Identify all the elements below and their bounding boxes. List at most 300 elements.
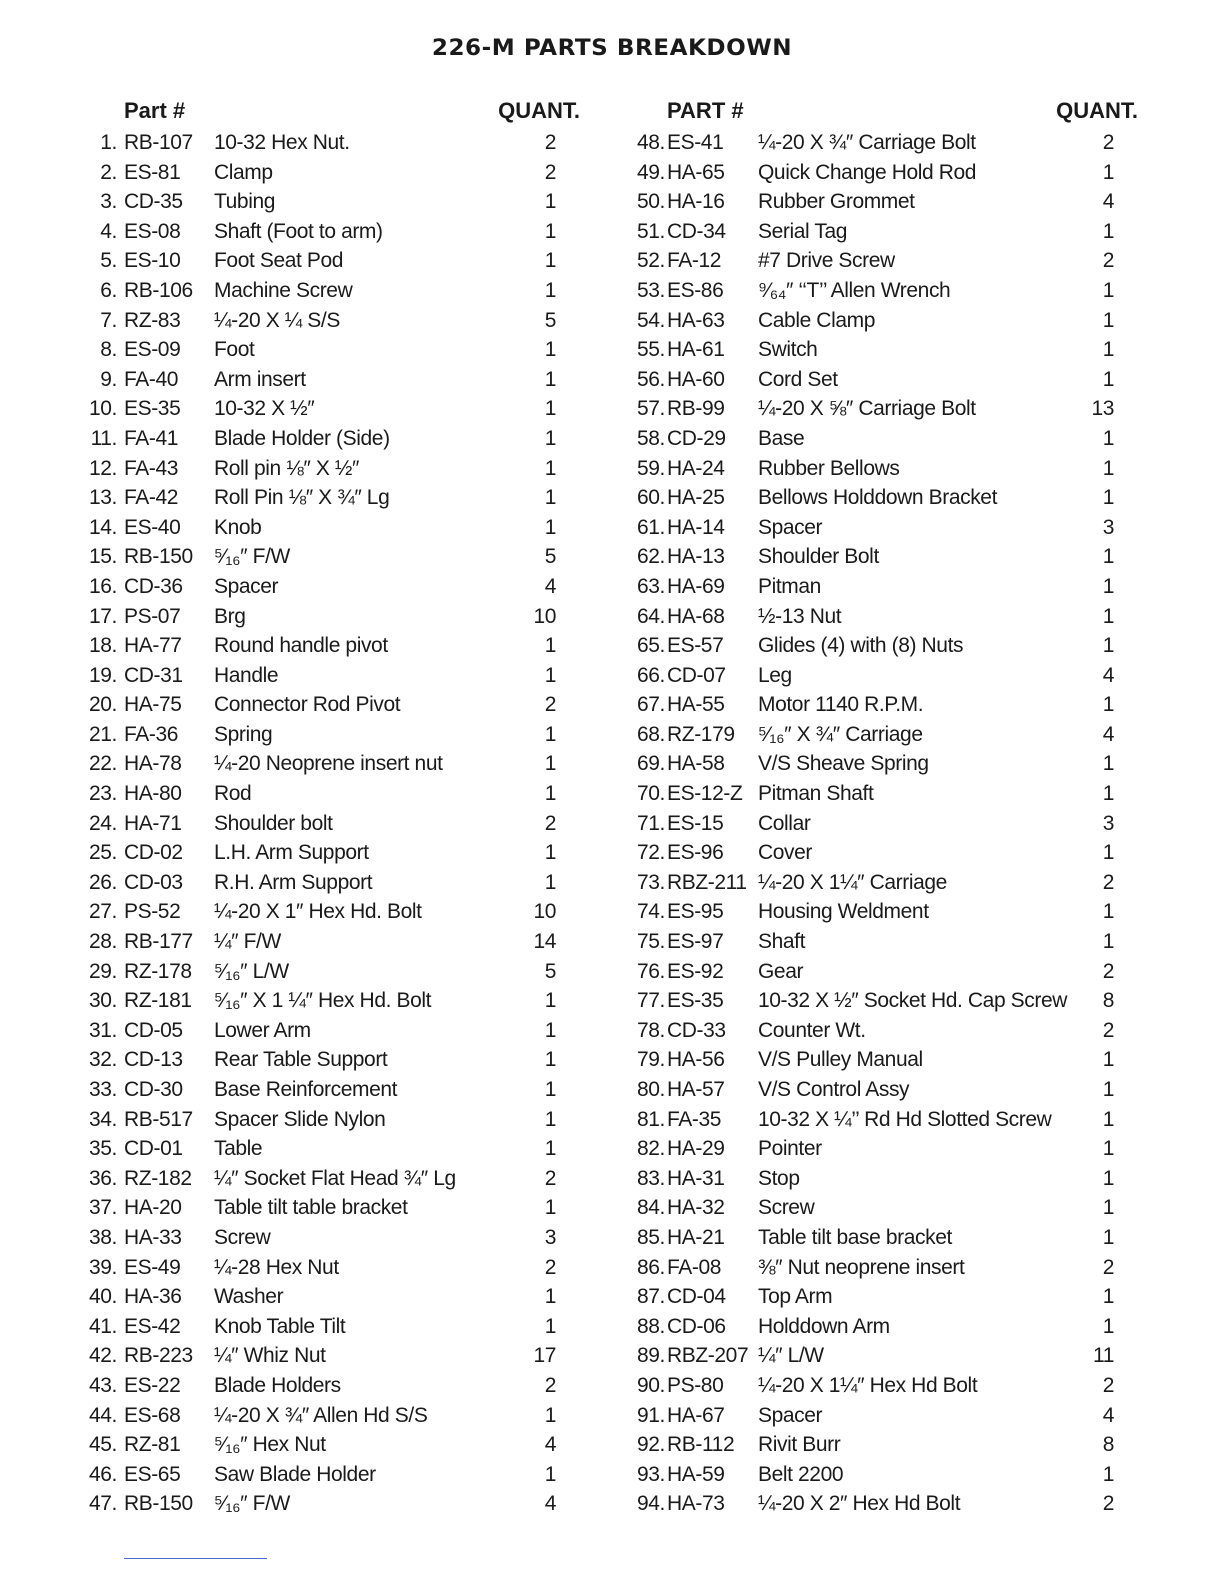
part-description: R.H. Arm Support (214, 870, 373, 894)
parts-row (604, 1016, 1144, 1046)
item-number: 4. (100, 219, 117, 243)
part-number: HA-31 (667, 1166, 725, 1190)
parts-row (604, 1401, 1144, 1431)
part-quantity: 2 (1102, 959, 1114, 983)
part-description: Saw Blade Holder (214, 1462, 376, 1486)
part-number: ES-35 (124, 397, 181, 421)
item-number: 57. (637, 397, 665, 421)
part-quantity: 2 (544, 1166, 556, 1190)
item-number: 10. (89, 397, 117, 421)
part-number: RB-150 (124, 545, 193, 569)
item-number: 86. (637, 1255, 665, 1279)
part-number: ES-92 (667, 959, 724, 983)
parts-row (604, 1460, 1144, 1490)
parts-row (604, 631, 1144, 661)
item-number: 18. (89, 634, 117, 658)
part-quantity: 8 (1102, 989, 1114, 1013)
part-description: Spacer Slide Nylon (214, 1107, 386, 1131)
part-quantity: 1 (544, 249, 556, 273)
item-number: 65. (637, 634, 665, 658)
part-number: RB-106 (124, 278, 193, 302)
part-number: ES-97 (667, 930, 724, 954)
part-number: CD-13 (124, 1048, 183, 1072)
part-number: RB-177 (124, 930, 193, 954)
part-quantity: 1 (544, 1018, 556, 1042)
part-description: Pointer (758, 1137, 822, 1161)
item-number: 69. (637, 752, 665, 776)
parts-row (604, 1430, 1144, 1460)
part-number: RB-112 (667, 1433, 735, 1457)
item-number: 3. (100, 190, 117, 214)
part-number: HA-16 (667, 190, 725, 214)
part-number: HA-56 (667, 1048, 725, 1072)
part-number: HA-58 (667, 752, 725, 776)
parts-row (604, 1341, 1144, 1371)
part-quantity: 1 (1102, 486, 1114, 510)
part-quantity: 13 (1091, 397, 1114, 421)
part-description: Round handle pivot (214, 634, 388, 658)
part-number: FA-35 (667, 1107, 722, 1131)
item-number: 75. (637, 930, 665, 954)
part-number: CD-03 (124, 870, 183, 894)
part-quantity: 1 (544, 841, 556, 865)
part-quantity: 1 (544, 426, 556, 450)
part-number: HA-69 (667, 574, 725, 598)
part-number: CD-31 (124, 663, 183, 687)
item-number: 14. (89, 515, 117, 539)
part-description: Counter Wt. (758, 1018, 866, 1042)
part-description: ¼-20 X 1″ Hex Hd. Bolt (214, 900, 422, 924)
part-description: Rod (214, 782, 252, 806)
parts-row (60, 1371, 580, 1401)
part-quantity: 1 (544, 1403, 556, 1427)
item-number: 64. (637, 604, 665, 628)
part-description: Blade Holders (214, 1373, 341, 1397)
parts-row (604, 720, 1144, 750)
item-number: 8. (100, 338, 117, 362)
part-description: Table tilt table bracket (214, 1196, 408, 1220)
parts-row (60, 809, 580, 839)
part-quantity: 4 (544, 1492, 556, 1516)
parts-row (604, 986, 1144, 1016)
item-number: 72. (637, 841, 665, 865)
part-number: RB-517 (124, 1107, 193, 1131)
parts-row (604, 897, 1144, 927)
part-number: CD-33 (667, 1018, 726, 1042)
part-number: CD-07 (667, 663, 726, 687)
part-quantity: 1 (544, 1462, 556, 1486)
part-quantity: 2 (1102, 1492, 1114, 1516)
item-number: 43. (89, 1373, 117, 1397)
part-description: Screw (214, 1225, 271, 1249)
part-quantity: 1 (544, 1107, 556, 1131)
part-quantity: 1 (1102, 278, 1114, 302)
part-description: ¼-20 X ⅝″ Carriage Bolt (758, 397, 976, 421)
item-number: 21. (89, 722, 117, 746)
parts-row (604, 1371, 1144, 1401)
part-description: Rubber Bellows (758, 456, 900, 480)
part-number: RZ-178 (124, 959, 192, 983)
part-description: Quick Change Hold Rod (758, 160, 977, 184)
item-number: 81. (637, 1107, 665, 1131)
part-number: RB-150 (124, 1492, 193, 1516)
part-quantity: 1 (1102, 1462, 1114, 1486)
part-description: ¼-20 X 1¼″ Carriage (758, 870, 947, 894)
part-quantity: 1 (1102, 930, 1114, 954)
part-description: Blade Holder (Side) (214, 426, 390, 450)
item-number: 53. (637, 278, 665, 302)
parts-row (60, 246, 580, 276)
part-quantity: 1 (544, 397, 556, 421)
parts-row (604, 1489, 1144, 1519)
part-description: V/S Control Assy (758, 1078, 910, 1101)
item-number: 63. (637, 574, 665, 598)
part-quantity: 14 (533, 930, 556, 954)
parts-row (60, 868, 580, 898)
part-description: ¼″ Socket Flat Head ¾″ Lg (214, 1166, 456, 1190)
parts-row (60, 927, 580, 957)
quantity-header: QUANT. (498, 98, 580, 123)
parts-row (604, 1075, 1144, 1105)
part-description: ⁵⁄₁₆″ F/W (214, 545, 290, 569)
part-quantity: 1 (1102, 782, 1114, 806)
item-number: 45. (89, 1433, 117, 1457)
part-quantity: 3 (1102, 515, 1114, 539)
part-quantity: 4 (544, 1433, 556, 1457)
part-description: ½-13 Nut (758, 604, 842, 628)
parts-row (60, 957, 580, 987)
item-number: 52. (637, 249, 665, 273)
part-quantity: 1 (1102, 338, 1114, 362)
part-quantity: 4 (1102, 190, 1114, 214)
item-number: 1. (100, 131, 117, 154)
part-description: Stop (758, 1166, 800, 1190)
parts-row (604, 128, 1144, 158)
part-number: ES-10 (124, 249, 181, 273)
part-quantity: 1 (544, 1285, 556, 1309)
part-quantity: 1 (1102, 160, 1114, 184)
item-number: 47. (89, 1492, 117, 1516)
part-description: ⁵⁄₁₆″ Hex Nut (214, 1433, 326, 1457)
parts-row (60, 1460, 580, 1490)
part-description: Top Arm (758, 1285, 833, 1309)
parts-row (60, 749, 580, 779)
item-number: 50. (637, 190, 665, 214)
part-quantity: 1 (544, 782, 556, 806)
part-description: Table tilt base bracket (758, 1225, 952, 1249)
parts-row (60, 1105, 580, 1135)
item-number: 25. (89, 841, 117, 865)
part-description: ⁵⁄₁₆″ F/W (214, 1492, 290, 1516)
part-number: RZ-182 (124, 1166, 192, 1190)
item-number: 46. (89, 1462, 117, 1486)
part-description: Cover (758, 841, 813, 865)
part-number: HA-71 (124, 811, 182, 835)
part-quantity: 1 (1102, 1137, 1114, 1161)
item-number: 60. (637, 486, 665, 510)
part-quantity: 2 (1102, 870, 1114, 894)
part-number: ES-12-Z (667, 782, 743, 806)
part-number: ES-08 (124, 219, 181, 243)
part-number: RZ-83 (124, 308, 181, 332)
parts-row (60, 276, 580, 306)
part-quantity: 2 (544, 160, 556, 184)
item-number: 87. (637, 1285, 665, 1309)
part-number: RB-223 (124, 1344, 193, 1368)
part-description: V/S Sheave Spring (758, 752, 929, 776)
item-number: 22. (89, 752, 117, 776)
item-number: 67. (637, 693, 665, 717)
quantity-header: QUANT. (1056, 98, 1138, 123)
item-number: 83. (637, 1166, 665, 1190)
part-quantity: 1 (544, 989, 556, 1013)
part-number: HA-67 (667, 1403, 725, 1427)
parts-row (60, 365, 580, 395)
parts-row (60, 897, 580, 927)
part-quantity: 4 (1102, 1403, 1114, 1427)
parts-row (604, 838, 1144, 868)
parts-row (604, 276, 1144, 306)
part-number: PS-80 (667, 1373, 724, 1397)
part-number: CD-30 (124, 1078, 183, 1101)
part-description: Belt 2200 (758, 1462, 844, 1486)
parts-row (60, 690, 580, 720)
page-title: 226-M PARTS BREAKDOWN (431, 36, 793, 61)
part-quantity: 5 (544, 959, 556, 983)
item-number: 42. (89, 1344, 117, 1368)
item-number: 29. (89, 959, 117, 983)
part-number: RB-107 (124, 131, 193, 154)
part-number: CD-29 (667, 426, 726, 450)
parts-row (60, 128, 580, 158)
item-number: 92. (637, 1433, 665, 1457)
part-description: Screw (758, 1196, 815, 1220)
part-quantity: 3 (1102, 811, 1114, 835)
part-description: 10-32 Hex Nut. (214, 131, 350, 154)
parts-row (604, 868, 1144, 898)
part-number: ES-41 (667, 131, 724, 154)
parts-row (60, 306, 580, 336)
parts-row (60, 602, 580, 632)
part-quantity: 17 (533, 1344, 556, 1368)
parts-row (60, 1045, 580, 1075)
part-description: #7 Drive Screw (758, 249, 895, 273)
part-description: Spacer (758, 515, 823, 539)
parts-row (60, 1193, 580, 1223)
part-quantity: 1 (544, 870, 556, 894)
part-number: CD-02 (124, 841, 183, 865)
part-quantity: 11 (1093, 1344, 1114, 1368)
part-quantity: 1 (1102, 545, 1114, 569)
item-number: 13. (89, 486, 117, 510)
parts-row (60, 394, 580, 424)
part-number: CD-35 (124, 190, 183, 214)
part-quantity: 1 (1102, 1048, 1114, 1072)
parts-row (60, 187, 580, 217)
parts-list-right (604, 96, 1144, 1519)
item-number: 51. (637, 219, 665, 243)
part-description: ¼-20 X ¼ S/S (214, 308, 340, 332)
column-header-right (604, 96, 1144, 128)
part-number: FA-08 (667, 1255, 722, 1279)
part-number-header: PART # (667, 98, 744, 123)
item-number: 48. (637, 131, 665, 154)
parts-row (60, 1489, 580, 1519)
part-number: HA-77 (124, 634, 182, 658)
part-number: HA-59 (667, 1462, 725, 1486)
part-description: Base (758, 426, 805, 450)
part-number: ES-40 (124, 515, 181, 539)
part-number: RZ-81 (124, 1433, 181, 1457)
part-number: PS-07 (124, 604, 181, 628)
parts-row (60, 542, 580, 572)
parts-row (60, 1016, 580, 1046)
part-number: HA-73 (667, 1492, 725, 1516)
part-description: Collar (758, 811, 811, 835)
part-description: Rubber Grommet (758, 190, 915, 214)
parts-row (604, 483, 1144, 513)
item-number: 28. (89, 930, 117, 954)
column-header-left (60, 96, 580, 128)
parts-row (60, 1253, 580, 1283)
parts-row (604, 335, 1144, 365)
part-number: CD-06 (667, 1314, 726, 1338)
item-number: 78. (637, 1018, 665, 1042)
part-number: HA-14 (667, 515, 725, 539)
parts-row (604, 957, 1144, 987)
part-number: RB-99 (667, 397, 725, 421)
part-quantity: 4 (1102, 663, 1114, 687)
item-number: 61. (637, 515, 665, 539)
part-number: CD-05 (124, 1018, 183, 1042)
part-quantity: 1 (544, 190, 556, 214)
item-number: 93. (637, 1462, 665, 1486)
item-number: 74. (637, 900, 665, 924)
part-number: FA-36 (124, 722, 179, 746)
part-number: HA-33 (124, 1225, 182, 1249)
part-quantity: 1 (1102, 456, 1114, 480)
item-number: 39. (89, 1255, 117, 1279)
part-description: L.H. Arm Support (214, 841, 369, 865)
footer-rule (124, 1558, 267, 1559)
parts-row (604, 454, 1144, 484)
item-number: 89. (637, 1344, 665, 1368)
part-description: 10-32 X ½″ (214, 397, 315, 421)
item-number: 58. (637, 426, 665, 450)
item-number: 62. (637, 545, 665, 569)
parts-rows-left (60, 128, 580, 1519)
parts-row (604, 365, 1144, 395)
item-number: 59. (637, 456, 665, 480)
parts-list-left (60, 96, 580, 1519)
part-number: HA-61 (667, 338, 725, 362)
parts-row (604, 424, 1144, 454)
part-number: FA-40 (124, 367, 179, 391)
parts-row (604, 572, 1144, 602)
item-number: 41. (89, 1314, 117, 1338)
part-description: ¼-20 X ¾″ Allen Hd S/S (214, 1403, 428, 1427)
part-quantity: 1 (1102, 574, 1114, 598)
part-description: ⁵⁄₁₆″ X ¾″ Carriage (758, 722, 923, 746)
parts-row (604, 246, 1144, 276)
item-number: 24. (89, 811, 117, 835)
item-number: 32. (89, 1048, 117, 1072)
part-quantity: 1 (1102, 604, 1114, 628)
part-description: Cable Clamp (758, 308, 875, 332)
item-number: 90. (637, 1373, 665, 1397)
part-quantity: 1 (1102, 841, 1114, 865)
part-description: 10-32 X ½″ Socket Hd. Cap Screw (758, 989, 1068, 1013)
part-number: HA-80 (124, 782, 182, 806)
part-quantity: 1 (1102, 752, 1114, 776)
parts-row (60, 1164, 580, 1194)
part-quantity: 1 (1102, 426, 1114, 450)
part-number: RZ-179 (667, 722, 735, 746)
part-quantity: 2 (544, 1255, 556, 1279)
part-description: V/S Pulley Manual (758, 1048, 923, 1072)
parts-row (60, 1401, 580, 1431)
part-description: Motor 1140 R.P.M. (758, 693, 924, 717)
part-number: CD-01 (124, 1137, 183, 1161)
part-description: Roll Pin ⅛″ X ¾″ Lg (214, 486, 390, 510)
part-description: Shoulder bolt (214, 811, 333, 835)
part-number: ES-42 (124, 1314, 181, 1338)
part-description: ⁵⁄₁₆″ X 1 ¼″ Hex Hd. Bolt (214, 989, 432, 1013)
part-quantity: 1 (1102, 1285, 1114, 1309)
parts-row (60, 661, 580, 691)
part-quantity: 1 (544, 752, 556, 776)
part-number: HA-55 (667, 693, 725, 717)
parts-row (60, 1312, 580, 1342)
part-quantity: 1 (1102, 900, 1114, 924)
part-description: ¼″ F/W (214, 930, 281, 954)
part-number: ES-68 (124, 1403, 181, 1427)
part-description: ¼-20 X ¾″ Carriage Bolt (758, 131, 976, 154)
item-number: 5. (100, 249, 117, 273)
part-description: Bellows Holddown Bracket (758, 486, 998, 510)
item-number: 35. (89, 1137, 117, 1161)
part-number: HA-60 (667, 367, 725, 391)
parts-row (60, 158, 580, 188)
part-description: ¼-28 Hex Nut (214, 1255, 339, 1279)
parts-row (60, 217, 580, 247)
part-quantity: 5 (544, 308, 556, 332)
part-description: 10-32 X ¼’’ Rd Hd Slotted Screw (758, 1107, 1052, 1131)
part-description: ⅜″ Nut neoprene insert (758, 1255, 965, 1279)
item-number: 26. (89, 870, 117, 894)
part-quantity: 1 (544, 338, 556, 362)
part-description: Knob Table Tilt (214, 1314, 346, 1338)
part-number: HA-13 (667, 545, 725, 569)
part-quantity: 1 (544, 367, 556, 391)
part-number: RBZ-207 (667, 1344, 749, 1368)
item-number: 20. (89, 693, 117, 717)
part-description: Base Reinforcement (214, 1078, 398, 1101)
part-number: HA-20 (124, 1196, 182, 1220)
part-description: ⁹⁄₆₄″ ‘‘T’’ Allen Wrench (758, 278, 951, 302)
parts-row (604, 809, 1144, 839)
parts-row (604, 1164, 1144, 1194)
item-number: 34. (89, 1107, 117, 1131)
part-quantity: 2 (544, 131, 556, 154)
part-description: Spring (214, 722, 273, 746)
part-number-header: Part # (124, 98, 186, 123)
part-number: HA-63 (667, 308, 725, 332)
part-description: Serial Tag (758, 219, 848, 243)
item-number: 38. (89, 1225, 117, 1249)
part-number: HA-57 (667, 1078, 725, 1101)
part-quantity: 3 (544, 1225, 556, 1249)
